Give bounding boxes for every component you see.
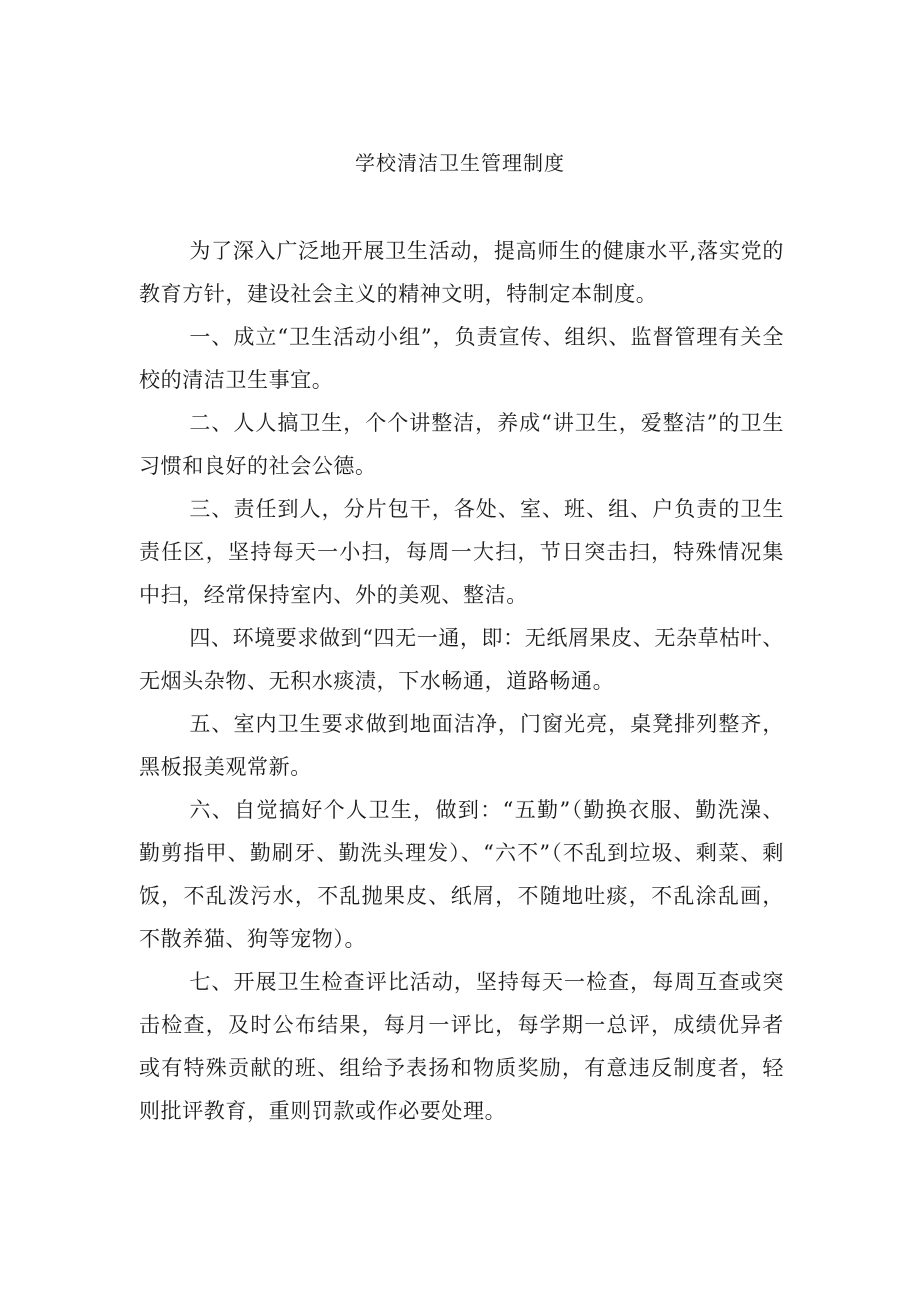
paragraph-item-6: 六、自觉搞好个人卫生，做到：“五勤”（勤换衣服、勤洗澡、勤剪指甲、勤刷牙、勤洗头理发）、“六不”（不乱到垃圾、剩菜、剩饭，不乱泼污水，不乱抛果皮、纸屑，不随地吐痰，不乱涂乱画，不散养猫、狗等宠物）。 bbox=[139, 798, 784, 951]
paragraph-item-2: 二、人人搞卫生，个个讲整洁，养成“讲卫生，爱整洁”的卫生习惯和良好的社会公德。 bbox=[139, 411, 784, 478]
paragraph-item-4: 四、环境要求做到“四无一通，即：无纸屑果皮、无杂草枯叶、无烟头杂物、无积水痰渍，下水畅通，道路畅通。 bbox=[139, 626, 784, 693]
paragraph-intro: 为了深入广泛地开展卫生活动，提高师生的健康水平,落实党的教育方针，建设社会主义的精神文明，特制定本制度。 bbox=[139, 239, 784, 306]
paragraph-item-1: 一、成立“卫生活动小组”，负责宣传、组织、监督管理有关全校的清洁卫生事宜。 bbox=[139, 325, 784, 392]
document-title: 学校清洁卫生管理制度 bbox=[355, 151, 565, 175]
paragraph-item-7: 七、开展卫生检查评比活动，坚持每天一检查，每周互查或突击检查，及时公布结果，每月一评比，每学期一总评，成绩优异者或有特殊贡献的班、组给予表扬和物质奖励，有意违反制度者，轻则批评教育，重则罚款或作必要处理。 bbox=[139, 970, 784, 1123]
document-body bbox=[139, 230, 784, 1133]
paragraph-item-5: 五、室内卫生要求做到地面洁净，门窗光亮，桌凳排列整齐，黑板报美观常新。 bbox=[139, 712, 784, 779]
paragraph-item-3: 三、责任到人，分片包干，各处、室、班、组、户负责的卫生责任区，坚持每天一小扫，每周一大扫，节日突击扫，特殊情况集中扫，经常保持室内、外的美观、整洁。 bbox=[139, 497, 784, 607]
